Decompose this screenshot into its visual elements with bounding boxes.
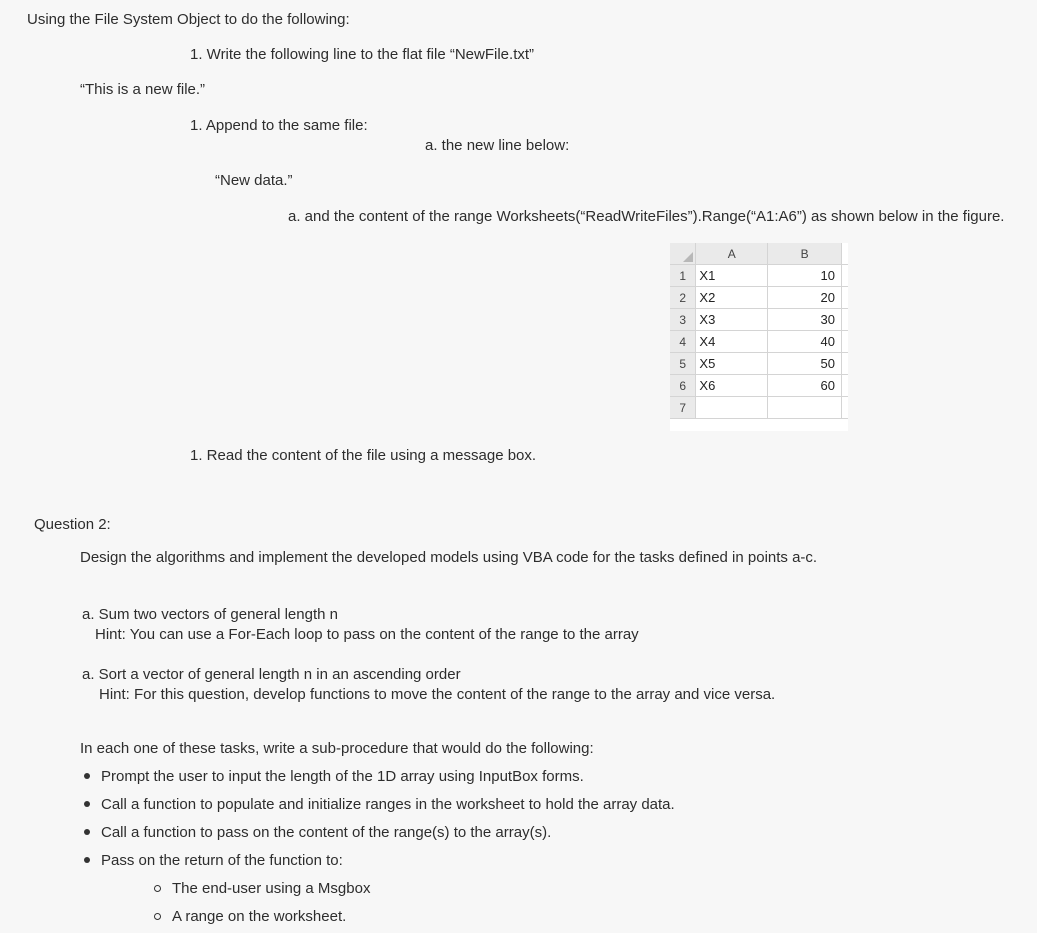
cell-b: 50 xyxy=(768,353,842,375)
list-item-text: Prompt the user to input the length of the 1D array using InputBox forms. xyxy=(101,768,584,785)
bullet-icon xyxy=(84,801,90,807)
task-b-hint: Hint: For this question, develop functions to move the content of the range to the array and vice versa. xyxy=(99,686,776,703)
select-all-icon xyxy=(683,252,693,262)
step-2-append: 1. Append to the same file: xyxy=(190,117,368,134)
list-item xyxy=(84,823,551,843)
sheet-row xyxy=(670,287,848,309)
step-2a-quote: “New data.” xyxy=(215,172,293,189)
bullet-icon xyxy=(84,829,90,835)
step-1-quote: “This is a new file.” xyxy=(80,81,206,98)
question-2-description: Design the algorithms and implement the developed models using VBA code for the tasks defined in points a-c. xyxy=(80,549,818,566)
step-2b-range: a. and the content of the range Worksheets(“ReadWriteFiles”).Range(“A1:A6”) as shown below in the figure. xyxy=(288,208,1005,225)
cell-b: 20 xyxy=(768,287,842,309)
step-3-read: 1. Read the content of the file using a message box. xyxy=(190,447,537,464)
column-header-a: A xyxy=(696,243,768,265)
cell-a: X3 xyxy=(696,309,768,331)
cell-a: X6 xyxy=(696,375,768,397)
sheet-row xyxy=(670,265,848,287)
cell-b: 10 xyxy=(768,265,842,287)
row-header: 6 xyxy=(670,375,696,397)
row-header: 1 xyxy=(670,265,696,287)
sheet-row xyxy=(670,375,848,397)
list-item-text: Call a function to pass on the content of the range(s) to the array(s). xyxy=(101,824,552,841)
task-b: a. Sort a vector of general length n in an ascending order xyxy=(82,666,461,683)
sheet-row xyxy=(670,353,848,375)
cell-a: X1 xyxy=(696,265,768,287)
list-item xyxy=(84,767,584,787)
row-header: 5 xyxy=(670,353,696,375)
cell-a: X4 xyxy=(696,331,768,353)
task-a-hint: Hint: You can use a For-Each loop to pass on the content of the range to the array xyxy=(95,626,639,643)
step-1-write: 1. Write the following line to the flat file “NewFile.txt” xyxy=(190,46,535,63)
column-header-b: B xyxy=(768,243,842,265)
row-header: 4 xyxy=(670,331,696,353)
question-2-heading: Question 2: xyxy=(34,516,111,533)
bullet-icon xyxy=(84,857,90,863)
row-header: 3 xyxy=(670,309,696,331)
sub-list-item-text: The end-user using a Msgbox xyxy=(172,880,371,897)
sheet-row xyxy=(670,309,848,331)
list-item xyxy=(84,795,675,815)
each-task-intro: In each one of these tasks, write a sub-procedure that would do the following: xyxy=(80,740,594,757)
hollow-bullet-icon xyxy=(154,913,161,920)
sheet-row xyxy=(670,397,848,419)
task-a: a. Sum two vectors of general length n xyxy=(82,606,338,623)
cell-a: X2 xyxy=(696,287,768,309)
cell-b: 60 xyxy=(768,375,842,397)
sheet-corner xyxy=(670,243,696,265)
list-item xyxy=(84,851,343,871)
spreadsheet-figure xyxy=(670,243,848,431)
bullet-icon xyxy=(84,773,90,779)
sub-list-item xyxy=(154,907,346,927)
list-item-text: Call a function to populate and initialize ranges in the worksheet to hold the array data. xyxy=(101,796,675,813)
sub-list-item-text: A range on the worksheet. xyxy=(172,908,347,925)
sheet-row xyxy=(670,331,848,353)
sub-list-item xyxy=(154,879,370,899)
cell-b xyxy=(768,397,842,419)
hollow-bullet-icon xyxy=(154,885,161,892)
cell-a xyxy=(696,397,768,419)
list-item-text: Pass on the return of the function to: xyxy=(101,852,343,869)
cell-a: X5 xyxy=(696,353,768,375)
row-header: 2 xyxy=(670,287,696,309)
cell-b: 30 xyxy=(768,309,842,331)
cell-b: 40 xyxy=(768,331,842,353)
step-2a-newline: a. the new line below: xyxy=(425,137,570,154)
intro-text: Using the File System Object to do the following: xyxy=(27,11,350,28)
row-header: 7 xyxy=(670,397,696,419)
